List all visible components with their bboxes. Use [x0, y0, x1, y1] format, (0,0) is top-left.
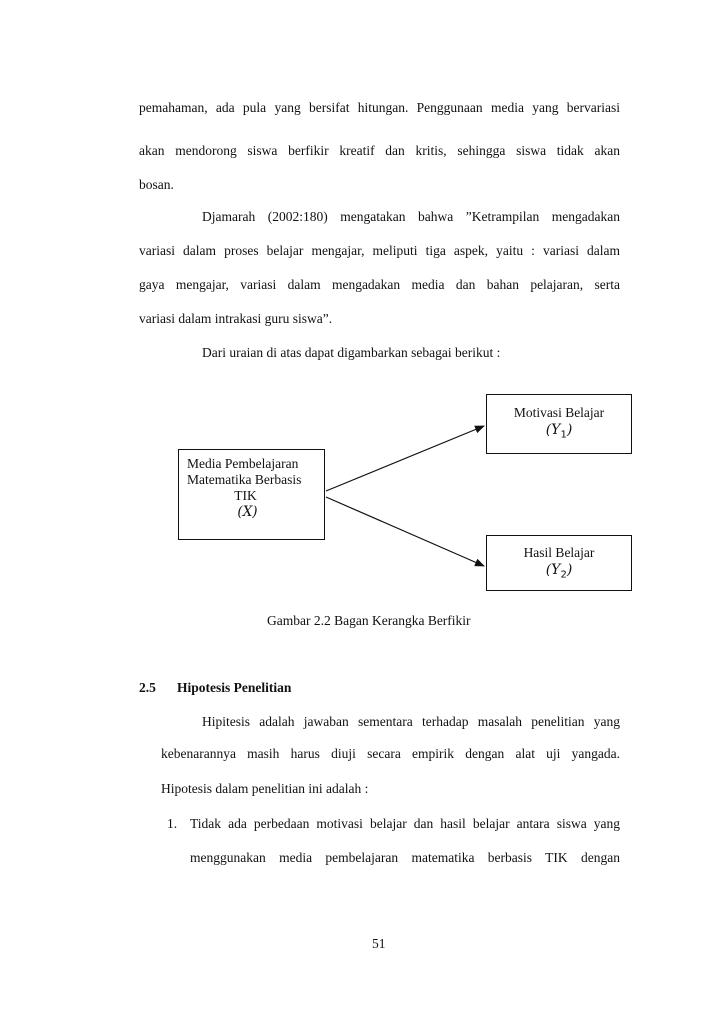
box-media-pembelajaran — [178, 449, 325, 540]
box-x-symbol: (X) — [237, 504, 258, 520]
section-number: 2.5 — [139, 680, 156, 695]
box-y1-symbol-wrap — [487, 421, 631, 444]
box-y2-close: ) — [566, 562, 573, 578]
box-y2-symbol-wrap — [487, 561, 631, 584]
arrow-to-hasil — [326, 497, 484, 566]
box-y2-subscript: 2 — [560, 569, 567, 581]
paragraph-2-line-1: Djamarah (2002:180) mengatakan bahwa ”Ketrampilan mengadakan — [202, 209, 620, 224]
paragraph-1-line-2: akan mendorong siswa berfikir kreatif dan kritis, sehingga siswa tidak akan — [139, 143, 620, 158]
box-hasil-belajar — [486, 535, 632, 591]
paragraph-1-line-3: bosan. — [139, 177, 174, 192]
paragraph-2-line-4: variasi dalam intrakasi guru siswa”. — [139, 311, 333, 326]
list-item-1-line-2: menggunakan media pembelajaran matematika berbasis TIK dengan — [190, 850, 620, 865]
paragraph-1-line-1: pemahaman, ada pula yang bersifat hitungan. Penggunaan media yang bervariasi — [139, 100, 620, 115]
paragraph-4-line-3: Hipotesis dalam penelitian ini adalah : — [161, 781, 369, 796]
paragraph-4-line-1: Hipitesis adalah jawaban sementara terhadap masalah penelitian yang — [202, 714, 620, 729]
paragraph-2-line-2: variasi dalam proses belajar mengajar, meliputi tiga aspek, yaitu : variasi dalam — [139, 243, 620, 258]
box-motivasi-belajar — [486, 394, 632, 454]
box-y2-label: Hasil Belajar — [523, 545, 595, 560]
box-x-line-3: TIK — [234, 488, 257, 503]
arrow-to-motivasi — [326, 426, 484, 491]
box-y1-label: Motivasi Belajar — [513, 405, 605, 420]
box-y1-symbol: (Y — [545, 422, 561, 438]
list-item-1-number: 1. — [167, 816, 178, 831]
paragraph-3-line-1: Dari uraian di atas dapat digambarkan sebagai berikut : — [202, 345, 501, 360]
box-y2-symbol: (Y — [545, 562, 561, 578]
box-y1-subscript: 1 — [560, 429, 567, 441]
list-item-1-line-1: Tidak ada perbedaan motivasi belajar dan hasil belajar antara siswa yang — [190, 816, 620, 831]
paragraph-4-line-2: kebenarannya masih harus diuji secara empirik dengan alat uji yangada. — [161, 746, 620, 761]
paragraph-2-line-3: gaya mengajar, variasi dalam mengadakan media dan bahan pelajaran, serta — [139, 277, 620, 292]
box-x-line-2: Matematika Berbasis — [187, 472, 302, 487]
box-x-line-1: Media Pembelajaran — [187, 456, 299, 471]
figure-caption: Gambar 2.2 Bagan Kerangka Berfikir — [267, 613, 471, 628]
section-title: Hipotesis Penelitian — [177, 680, 292, 695]
page-number: 51 — [372, 936, 386, 951]
box-y1-close: ) — [566, 422, 573, 438]
